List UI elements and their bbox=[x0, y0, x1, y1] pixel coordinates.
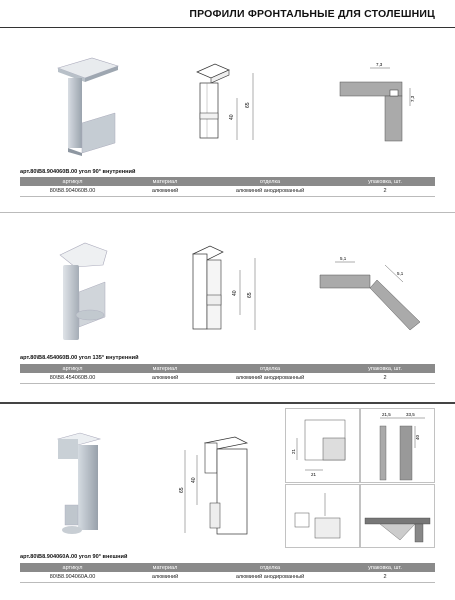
column-header: материал bbox=[125, 177, 205, 186]
product-section-3 bbox=[0, 405, 455, 600]
product-photo-1 bbox=[40, 48, 125, 168]
dim-label: 65 bbox=[245, 102, 251, 108]
product-detail-2 bbox=[315, 240, 430, 340]
cell-finish: алюминий анодированный bbox=[205, 186, 335, 197]
product-detail-3 bbox=[285, 408, 435, 548]
spec-table bbox=[20, 364, 435, 384]
table-header-row bbox=[20, 364, 435, 373]
cell-material: алюминий bbox=[125, 186, 205, 197]
page-title: ПРОФИЛИ ФРОНТАЛЬНЫЕ ДЛЯ СТОЛЕШНИЦ bbox=[189, 8, 435, 20]
dim-label: 7,3 bbox=[410, 95, 415, 102]
column-header: упаковка, шт. bbox=[335, 364, 435, 373]
cell-material: алюминий bbox=[125, 373, 205, 384]
column-header: материал bbox=[125, 364, 205, 373]
section-divider bbox=[0, 402, 455, 404]
cell-article: 80\B8.454060B.00 bbox=[20, 373, 125, 384]
product-section-2 bbox=[0, 215, 455, 405]
dim-label: 65 bbox=[179, 487, 185, 493]
column-header: отделка bbox=[205, 563, 335, 572]
spec-table bbox=[20, 177, 435, 197]
column-header: отделка bbox=[205, 364, 335, 373]
column-header: упаковка, шт. bbox=[335, 177, 435, 186]
product-drawing-2 bbox=[185, 240, 275, 350]
cell-material: алюминий bbox=[125, 572, 205, 583]
product-drawing-3 bbox=[175, 435, 265, 540]
column-header: артикул bbox=[20, 563, 125, 572]
column-header: артикул bbox=[20, 364, 125, 373]
dim-label: 5,1 bbox=[340, 256, 347, 261]
cell-article: 80\B8.904060B.00 bbox=[20, 186, 125, 197]
dim-label: 21 bbox=[291, 448, 296, 454]
product-photo-3 bbox=[50, 425, 110, 540]
cell-pack: 2 bbox=[335, 373, 435, 384]
table-header-row bbox=[20, 563, 435, 572]
dim-label: 40 bbox=[415, 434, 420, 440]
column-header: упаковка, шт. bbox=[335, 563, 435, 572]
dim-label: 7,3 bbox=[376, 62, 383, 67]
dim-label: 40 bbox=[232, 290, 238, 296]
header-rule bbox=[0, 27, 455, 28]
column-header: артикул bbox=[20, 177, 125, 186]
column-header: материал bbox=[125, 563, 205, 572]
table-row bbox=[20, 186, 435, 197]
dim-label: 21 bbox=[311, 472, 317, 477]
cell-finish: алюминий анодированный bbox=[205, 373, 335, 384]
article-title: арт.80\B8.904060A.00 угол 90° внешний bbox=[20, 554, 128, 560]
cell-finish: алюминий анодированный bbox=[205, 572, 335, 583]
product-drawing-1 bbox=[185, 58, 275, 158]
cell-article: 80\B8.904060A.00 bbox=[20, 572, 125, 583]
dim-label: 5,1 bbox=[397, 271, 404, 276]
product-detail-1 bbox=[330, 52, 425, 147]
dim-label: 40 bbox=[229, 114, 235, 120]
dim-label: 21,5 bbox=[382, 412, 391, 417]
table-row bbox=[20, 373, 435, 384]
product-photo-2 bbox=[45, 237, 130, 347]
dim-label: 40 bbox=[191, 477, 197, 483]
product-section-1 bbox=[0, 30, 455, 220]
table-header-row bbox=[20, 177, 435, 186]
section-divider bbox=[0, 212, 455, 213]
cell-pack: 2 bbox=[335, 186, 435, 197]
page-header bbox=[0, 0, 455, 28]
dim-label: 33,5 bbox=[406, 412, 415, 417]
table-row bbox=[20, 572, 435, 583]
spec-table bbox=[20, 563, 435, 583]
article-title: арт.80\B8.454060B.00 угол 135° внутренний bbox=[20, 355, 139, 361]
article-title: арт.80\B8.904060B.00 угол 90° внутренний bbox=[20, 169, 136, 175]
column-header: отделка bbox=[205, 177, 335, 186]
dim-label: 65 bbox=[247, 292, 253, 298]
cell-pack: 2 bbox=[335, 572, 435, 583]
